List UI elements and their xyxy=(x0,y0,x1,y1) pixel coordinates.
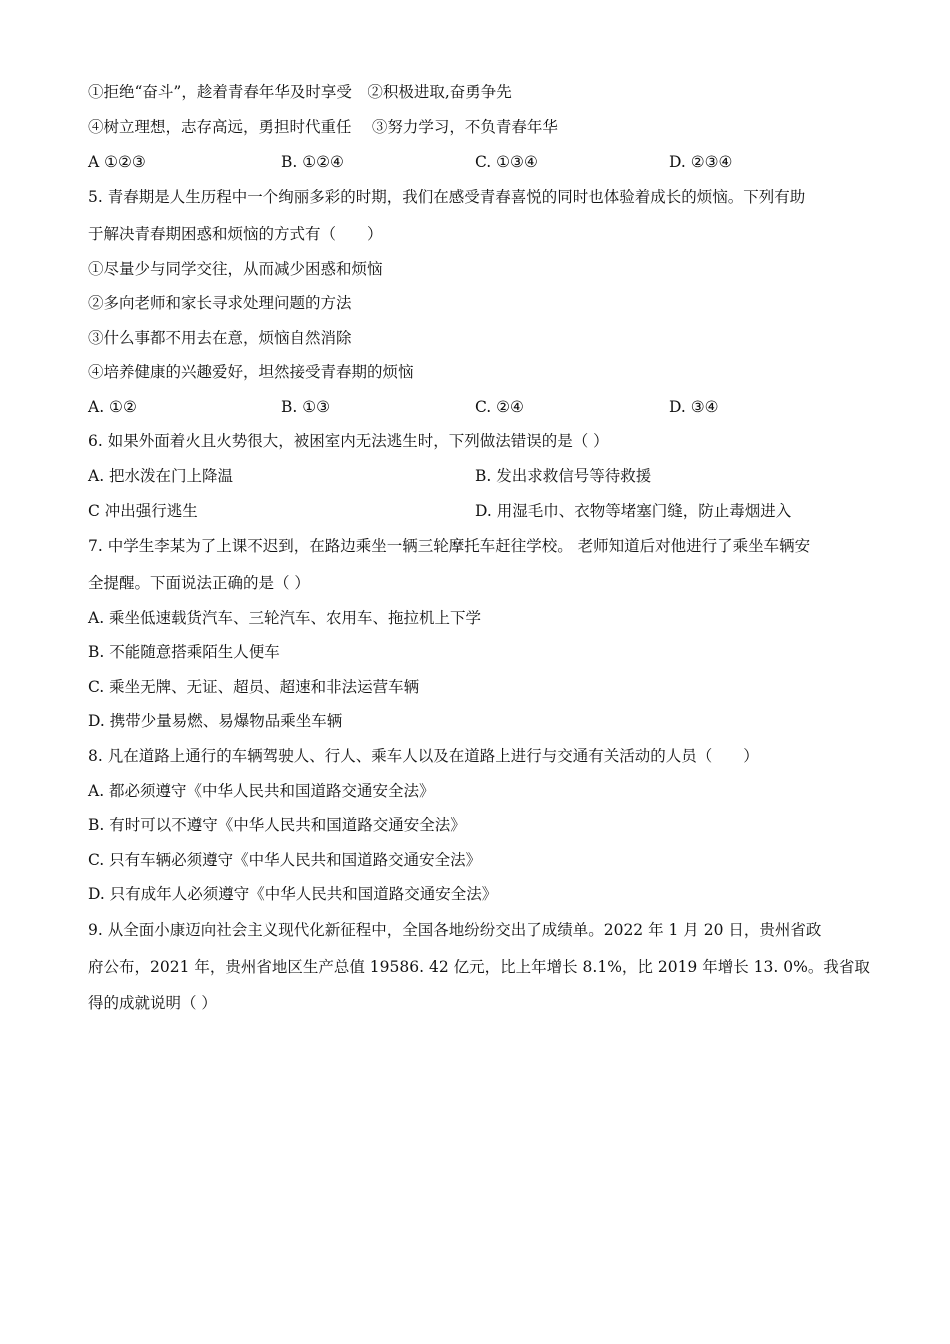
q8-option-d[interactable]: D. 只有成年人必须遵守《中华人民共和国道路交通安全法》 xyxy=(88,885,498,903)
q8-option-a[interactable]: A. 都必须遵守《中华人民共和国道路交通安全法》 xyxy=(88,782,435,800)
q9-stem-line-2: 府公布，2021 年，贵州省地区生产总值 19586. 42 亿元，比上年增长 8.1%，比 2019 年增长 13. 0%。我省取 xyxy=(88,958,870,976)
q6-option-b[interactable]: B. 发出求救信号等待救援 xyxy=(475,467,652,485)
q6-stem: 6. 如果外面着火且火势很大，被困室内无法逃生时，下列做法错误的是（ ） xyxy=(88,432,609,450)
q5-options xyxy=(88,397,888,417)
q6-option-c[interactable]: C 冲出强行逃生 xyxy=(88,502,198,520)
q7-option-d[interactable]: D. 携带少量易燃、易爆物品乘坐车辆 xyxy=(88,712,343,730)
q5-item-1: ①尽量少与同学交往，从而减少困惑和烦恼 xyxy=(88,260,383,278)
q5-item-3: ③什么事都不用去在意，烦恼自然消除 xyxy=(88,329,352,347)
q5-option-d[interactable]: D. ③④ xyxy=(669,398,719,416)
q6-options-row-2 xyxy=(88,501,888,521)
q8-option-b[interactable]: B. 有时可以不遵守《中华人民共和国道路交通安全法》 xyxy=(88,816,466,834)
q6-option-a[interactable]: A. 把水泼在门上降温 xyxy=(88,467,234,485)
q4-statement-line-2: ④树立理想，志存高远，勇担时代重任 ③努力学习，不负青春年华 xyxy=(88,118,558,136)
q7-option-a[interactable]: A. 乘坐低速载货汽车、三轮汽车、农用车、拖拉机上下学 xyxy=(88,609,482,627)
q5-option-b[interactable]: B. ①③ xyxy=(281,398,331,416)
q5-option-a[interactable]: A. ①② xyxy=(88,398,137,416)
q4-option-d[interactable]: D. ②③④ xyxy=(669,153,733,171)
q5-option-c[interactable]: C. ②④ xyxy=(475,398,524,416)
q8-option-c[interactable]: C. 只有车辆必须遵守《中华人民共和国道路交通安全法》 xyxy=(88,851,482,869)
q7-stem-line-2: 全提醒。下面说法正确的是（ ） xyxy=(88,574,310,592)
q4-options xyxy=(88,152,888,172)
q7-stem-line-1: 7. 中学生李某为了上课不迟到，在路边乘坐一辆三轮摩托车赶往学校。 老师知道后对他进行了乘坐车辆安 xyxy=(88,537,811,555)
q4-option-a[interactable]: A ①②③ xyxy=(88,153,146,171)
q5-stem-line-1: 5. 青春期是人生历程中一个绚丽多彩的时期，我们在感受青春喜悦的同时也体验着成长的烦恼。下列有助 xyxy=(88,188,806,206)
q5-item-4: ④培养健康的兴趣爱好，坦然接受青春期的烦恼 xyxy=(88,363,414,381)
q4-option-c[interactable]: C. ①③④ xyxy=(475,153,538,171)
q8-stem: 8. 凡在道路上通行的车辆驾驶人、行人、乘车人以及在道路上进行与交通有关活动的人员（ ） xyxy=(88,747,759,765)
q9-stem-line-1: 9. 从全面小康迈向社会主义现代化新征程中，全国各地纷纷交出了成绩单。2022 年 1 月 20 日，贵州省政 xyxy=(88,921,822,939)
q5-item-2: ②多向老师和家长寻求处理问题的方法 xyxy=(88,294,352,312)
q4-option-b[interactable]: B. ①②④ xyxy=(281,153,344,171)
q7-option-b[interactable]: B. 不能随意搭乘陌生人便车 xyxy=(88,643,280,661)
q4-statement-line-1: ①拒绝“奋斗”，趁着青春年华及时享受 ②积极进取,奋勇争先 xyxy=(88,83,512,101)
q7-option-c[interactable]: C. 乘坐无牌、无证、超员、超速和非法运营车辆 xyxy=(88,678,420,696)
q6-options-row-1 xyxy=(88,466,888,486)
q9-stem-line-3: 得的成就说明（ ） xyxy=(88,994,217,1012)
q5-stem-line-2: 于解决青春期困惑和烦恼的方式有（ ） xyxy=(88,225,383,243)
q6-option-d[interactable]: D. 用湿毛巾、衣物等堵塞门缝，防止毒烟进入 xyxy=(475,502,792,520)
